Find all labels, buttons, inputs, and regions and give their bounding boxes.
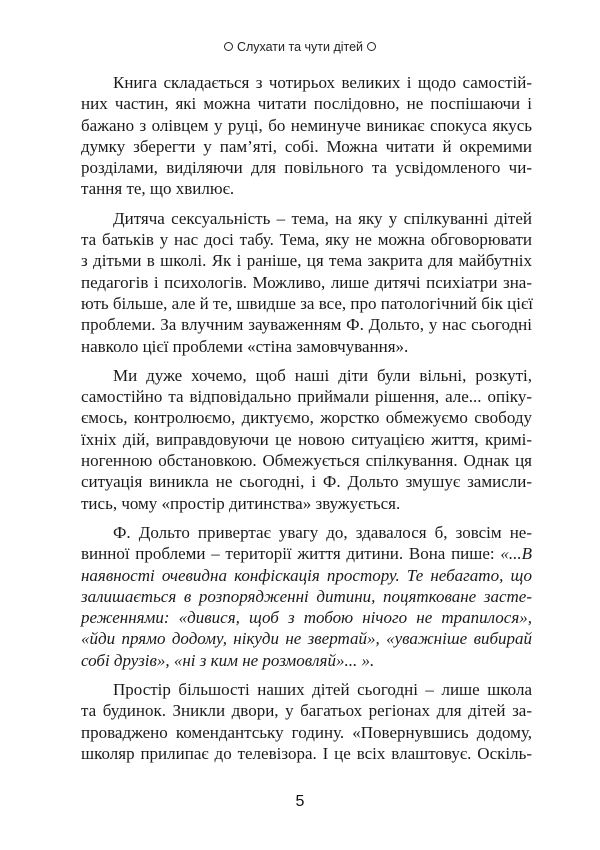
text-line (81, 450, 532, 471)
text-run: проблеми. За влучним зауваженням Ф. Дольто, у нас сьогодні (81, 315, 532, 335)
text-run: ногенною обстановкою. Обмежується спілкування. Однак ця (81, 451, 532, 471)
text-run: та батьків у нас досі табу. Тема, яку не можна обговорювати (81, 230, 532, 250)
text-line (81, 679, 532, 700)
text-run: ситуація виникла не сьогодні, і Ф. Дольто змушує замисли- (81, 472, 532, 492)
text-line (81, 229, 532, 250)
text-line (81, 157, 532, 178)
text-run: ємось, контролюємо, диктуємо, жорстко обмежуємо свободу (81, 408, 532, 428)
text-line (81, 722, 532, 743)
text-run: розділами, виділяючи для повільного та усвідомленого чи- (81, 158, 532, 178)
text-run: тання те, що хвилює. (81, 179, 235, 199)
text-line (81, 543, 532, 564)
text-line (81, 522, 532, 543)
text-line (81, 650, 532, 671)
text-line (81, 136, 532, 157)
text-line (81, 293, 532, 314)
text-line (81, 178, 532, 199)
text-line (81, 565, 532, 586)
text-line (81, 700, 532, 721)
text-run: провадженo комендантську годину. «Повернувшись додому, (81, 722, 532, 742)
text-run: та будинок. Зникли двори, у багатьох регіонах для дітей за- (81, 701, 532, 721)
text-line (81, 250, 532, 271)
text-run: них частин, які можна читати послідовно, не поспішаючи і (81, 94, 532, 114)
running-header (0, 40, 600, 54)
text-line (81, 365, 532, 386)
text-line (81, 407, 532, 428)
text-line (81, 314, 532, 335)
text-run: тись, чому «простір дитинства» звужується. (81, 493, 401, 513)
quoted-text: наявності очевидна конфіскація простору. Те небагато, що (81, 565, 532, 585)
text-line (81, 93, 532, 114)
quoted-text: «...В (500, 544, 532, 564)
text-run: Ф. Дольто привертає увагу до, здавалося б, зовсім не- (113, 522, 532, 542)
quoted-text: реженнями: «дивися, щоб з тобою нічого не трапилося», (81, 608, 532, 628)
text-line (81, 115, 532, 136)
text-line (81, 72, 532, 93)
paragraph (81, 208, 532, 357)
text-line (81, 336, 532, 357)
paragraph (81, 522, 532, 671)
circle-ornament-icon (224, 42, 233, 51)
quoted-text: собі друзів», «ні з ким не розмовляй»... ». (81, 650, 375, 670)
text-run: їхніх дій, виправдовуючи це новою ситуацією життя, кримі- (81, 429, 532, 449)
text-line (81, 743, 532, 764)
text-run: ють більше, але й те, швидше за все, про патологічний бік цієї (81, 293, 533, 313)
text-line (81, 607, 532, 628)
text-run: педагогів і психологів. Можливо, лише дитячі психіатри зна- (81, 272, 532, 292)
text-line (81, 493, 532, 514)
text-run: бажано з олівцем у руці, бо неминуче виникає спокуса якусь (81, 115, 532, 135)
text-run: школяр прилипає до телевізора. І це всіх влаштовує. Оскіль- (81, 743, 532, 763)
quoted-text: «йди прямо додому, нікуди не звертай», «уважніше вибирай (81, 629, 532, 649)
page-number: 5 (295, 793, 305, 810)
text-run: Книга складається з чотирьох великих і щодо самостій- (113, 73, 532, 92)
body-text (81, 72, 532, 772)
text-line (81, 386, 532, 407)
text-run: з дітьми в школі. Як і раніше, ця тема закрита для майбутніх (81, 251, 532, 271)
text-line (81, 586, 532, 607)
circle-ornament-icon (367, 42, 376, 51)
text-run: винної проблеми – території життя дитини. Вона пише: (81, 544, 501, 564)
text-line (81, 471, 532, 492)
text-run: самостійно та відповідально приймали рішення, але... опіку- (81, 387, 532, 407)
text-line (81, 272, 532, 293)
running-header-title: Слухати та чути дітей (236, 40, 364, 54)
text-run: навколо цієї проблеми «стіна замовчування». (81, 336, 409, 356)
text-run: Простір більшості наших дітей сьогодні – лише школа (113, 680, 532, 700)
paragraph (81, 365, 532, 514)
text-run: Ми дуже хочемо, щоб наші діти були вільні, розкуті, (113, 365, 532, 385)
paragraph (81, 72, 532, 200)
text-line (81, 628, 532, 649)
text-run: думку зберегти у пам’яті, собі. Можна читати й окремими (81, 136, 532, 156)
text-run: Дитяча сексуальність – тема, на яку у спілкуванні дітей (113, 208, 532, 228)
quoted-text: залишається в розпорядженні дитини, поцятковане засте- (81, 586, 532, 606)
text-line (81, 429, 532, 450)
text-line (81, 208, 532, 229)
paragraph (81, 679, 532, 764)
